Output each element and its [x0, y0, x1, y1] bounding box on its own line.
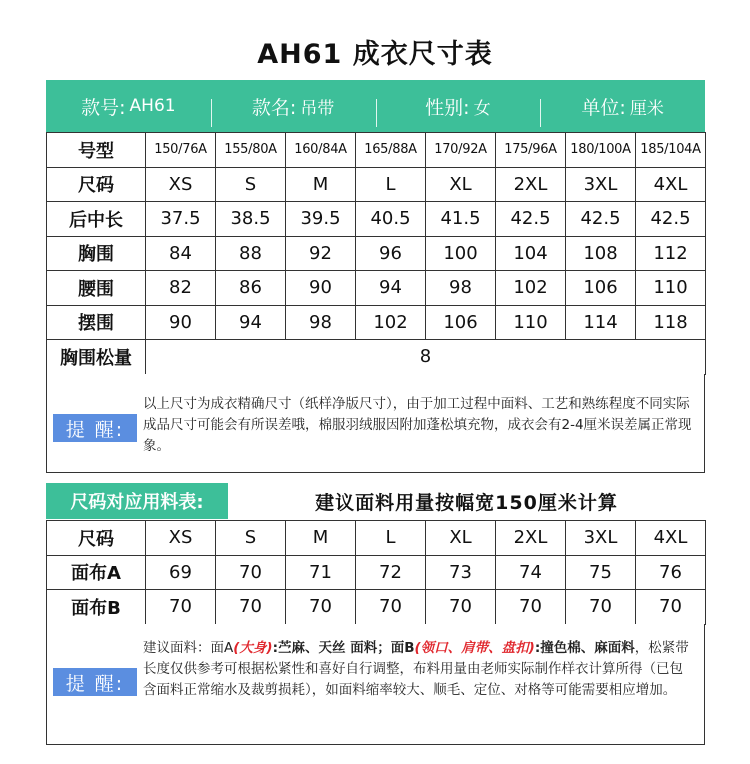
size-row-label: 腰围 — [47, 271, 146, 306]
size-cell: 98 — [426, 271, 496, 306]
size-cell: 175/96A — [496, 133, 566, 168]
size-row-label: 后中长 — [47, 202, 146, 237]
fabric-section-bar — [46, 483, 705, 519]
size-note — [46, 374, 705, 473]
size-cell: 94 — [216, 305, 286, 340]
unit-value: 厘米 — [629, 98, 664, 119]
size-cell: 90 — [286, 271, 356, 306]
size-cell: 4XL — [636, 167, 706, 202]
size-row — [47, 271, 706, 306]
size-cell: 150/76A — [146, 133, 216, 168]
size-cell: 118 — [636, 305, 706, 340]
size-cell: 165/88A — [356, 133, 426, 168]
size-cell: 112 — [636, 236, 706, 271]
size-cell: 114 — [566, 305, 636, 340]
fabric-cell: XS — [146, 521, 216, 556]
size-cell: 40.5 — [356, 202, 426, 237]
fabric-cell: 74 — [496, 555, 566, 590]
reminder-badge: 提 醒: — [53, 414, 137, 442]
unit-label: 单位: — [581, 96, 626, 119]
fabric-section-title: 尺码对应用料表: — [46, 483, 228, 519]
size-cell: 92 — [286, 236, 356, 271]
size-cell: 106 — [566, 271, 636, 306]
fabric-note-highlight-a: (大身) — [233, 640, 273, 656]
fabric-cell: 70 — [426, 590, 496, 625]
size-row — [47, 133, 706, 168]
fabric-cell: 70 — [566, 590, 636, 625]
fabric-cell: S — [216, 521, 286, 556]
size-cell: 170/92A — [426, 133, 496, 168]
size-cell: XS — [146, 167, 216, 202]
size-cell: 42.5 — [496, 202, 566, 237]
fabric-cell: 2XL — [496, 521, 566, 556]
fabric-row-label: 尺码 — [47, 521, 146, 556]
size-row-label: 尺码 — [47, 167, 146, 202]
fabric-cell: 70 — [216, 555, 286, 590]
ease-row — [47, 340, 706, 375]
size-cell: 88 — [216, 236, 286, 271]
size-cell: XL — [426, 167, 496, 202]
size-cell: 39.5 — [286, 202, 356, 237]
gender-value: 女 — [473, 98, 491, 119]
fabric-note-text — [143, 638, 692, 701]
fabric-cell: 70 — [496, 590, 566, 625]
reminder-badge-2: 提 醒: — [53, 668, 137, 696]
size-cell: 155/80A — [216, 133, 286, 168]
fabric-note-part-1: 建议面料：面A — [143, 640, 234, 656]
size-cell: 180/100A — [566, 133, 636, 168]
size-cell: 104 — [496, 236, 566, 271]
size-cell: S — [216, 167, 286, 202]
unit — [540, 93, 705, 120]
fabric-row-label: 面布A — [47, 555, 146, 590]
gender — [376, 93, 541, 120]
size-cell: L — [356, 167, 426, 202]
fabric-cell: 70 — [636, 590, 706, 625]
size-note-text: 以上尺寸为成衣精确尺寸（纸样净版尺寸），由于加工过程中面料、工艺和熟练程度不同实际成品尺寸可能会有所误差哦，棉服羽绒服因附加蓬松填充物，成衣会有2-4厘米误差属正常现象。 — [143, 396, 692, 454]
size-cell: 110 — [636, 271, 706, 306]
size-cell: 102 — [496, 271, 566, 306]
fabric-cell: 73 — [426, 555, 496, 590]
style-number — [46, 93, 211, 120]
style-name-value: 吊带 — [300, 98, 335, 119]
size-row-label: 胸围 — [47, 236, 146, 271]
size-cell: 86 — [216, 271, 286, 306]
fabric-cell: 70 — [356, 590, 426, 625]
size-cell: 37.5 — [146, 202, 216, 237]
fabric-cell: M — [286, 521, 356, 556]
size-cell: 98 — [286, 305, 356, 340]
fabric-row — [47, 590, 706, 625]
style-number-label: 款号: — [81, 96, 126, 119]
fabric-section-subtitle: 建议面料用量按幅宽150厘米计算 — [315, 491, 618, 514]
size-cell: 42.5 — [636, 202, 706, 237]
size-cell: 110 — [496, 305, 566, 340]
fabric-row — [47, 555, 706, 590]
fabric-note-part-3: :苎麻、天丝 面料；面B — [272, 640, 415, 656]
size-cell: 106 — [426, 305, 496, 340]
page-title: AH61 成衣尺寸表 — [257, 39, 493, 70]
size-row — [47, 167, 706, 202]
fabric-cell: 4XL — [636, 521, 706, 556]
ease-label: 胸围松量 — [47, 340, 146, 375]
fabric-row — [47, 521, 706, 556]
size-cell: 82 — [146, 271, 216, 306]
size-cell: M — [286, 167, 356, 202]
size-cell: 108 — [566, 236, 636, 271]
style-name — [211, 93, 376, 120]
size-row — [47, 202, 706, 237]
size-row — [47, 236, 706, 271]
size-table — [46, 132, 706, 375]
fabric-cell: L — [356, 521, 426, 556]
size-cell: 100 — [426, 236, 496, 271]
size-cell: 42.5 — [566, 202, 636, 237]
fabric-table — [46, 520, 706, 625]
info-bar — [46, 80, 705, 132]
fabric-cell: 3XL — [566, 521, 636, 556]
size-cell: 84 — [146, 236, 216, 271]
fabric-note-part-5: :撞色棉、麻面料 — [534, 640, 635, 656]
size-cell: 160/84A — [286, 133, 356, 168]
size-cell: 96 — [356, 236, 426, 271]
style-number-value: AH61 — [129, 96, 176, 116]
size-cell: 3XL — [566, 167, 636, 202]
fabric-cell: 71 — [286, 555, 356, 590]
fabric-cell: 70 — [216, 590, 286, 625]
size-cell: 38.5 — [216, 202, 286, 237]
fabric-note-highlight-b: (领口、肩带、盘扣) — [414, 640, 535, 656]
size-cell: 41.5 — [426, 202, 496, 237]
size-cell: 185/104A — [636, 133, 706, 168]
size-row-label: 摆围 — [47, 305, 146, 340]
fabric-note-part-6: ，松紧带长度仅供参考可根据松紧性和喜好自行调整，布料用量由老师实际制作样衣计算所得（已包含面料正常缩水及裁剪损耗），如面料缩率较大、顺毛、定位、对格等可能需要相应增加。 — [143, 640, 689, 698]
size-cell: 90 — [146, 305, 216, 340]
size-row-label: 号型 — [47, 133, 146, 168]
size-cell: 2XL — [496, 167, 566, 202]
fabric-cell: 70 — [146, 590, 216, 625]
ease-value: 8 — [146, 340, 706, 375]
fabric-cell: 70 — [286, 590, 356, 625]
size-cell: 94 — [356, 271, 426, 306]
fabric-cell: 75 — [566, 555, 636, 590]
fabric-cell: 69 — [146, 555, 216, 590]
fabric-row-label: 面布B — [47, 590, 146, 625]
fabric-cell: 72 — [356, 555, 426, 590]
gender-label: 性别: — [425, 96, 470, 119]
fabric-cell: 76 — [636, 555, 706, 590]
size-row — [47, 305, 706, 340]
fabric-note — [46, 624, 705, 745]
size-cell: 102 — [356, 305, 426, 340]
fabric-cell: XL — [426, 521, 496, 556]
style-name-label: 款名: — [251, 96, 297, 119]
